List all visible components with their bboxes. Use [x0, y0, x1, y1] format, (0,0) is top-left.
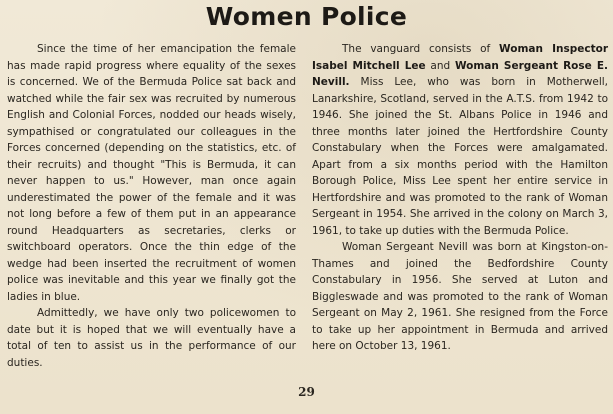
- vanguard-intro-text: The vanguard consists of: [342, 43, 500, 55]
- paragraph-two-policewomen: Admittedly, we have only two policewomen to date but it is hoped that we will eventually have a total of ten to assist us in the performance of our duties.: [7, 307, 296, 369]
- article-title: Women Police: [205, 2, 408, 31]
- vanguard-and-text: and: [425, 59, 455, 72]
- paragraph-nevill-biography: Woman Sergeant Nevill was born at Kingston-on-Thames and joined the Bedfordshire County Constabulary in 1956. She served at Luton and Biggleswade and was promoted to the rank of Woman Sergeant on May 2, 1961. She resigned from the Force to take up her appointment in Bermuda and arrived here on October 13, 1961.: [312, 241, 608, 352]
- sergeant-nevill-name: Woman Sergeant Rose E. Nevill.: [312, 59, 608, 88]
- lee-biography-text: Miss Lee, who was born in Motherwell, Lanarkshire, Scotland, served in the A.T.S. from 1942 to 1946. She joined the St. Albans Police in 1946 and three months later joined the Hertfordshire County Constabulary when the Forces were amalgamated. Apart from a six months period with the Hamilton Borough Police, Miss Lee spent her entire service in Hertfordshire and was promoted to the rank of Woman Sergeant in 1954. She arrived in the colony on March 3, 1961, to take up duties with the Bermuda Police.: [312, 76, 608, 237]
- inspector-lee-name: Woman Inspector Isabel Mitchell Lee: [312, 43, 609, 72]
- page-number: 29: [298, 385, 315, 399]
- left-column: [7, 41, 296, 371]
- paragraph-vanguard: [312, 41, 608, 239]
- right-column: [312, 41, 608, 355]
- paragraph-emancipation: Since the time of her emancipation the female has made rapid progress where equality of the sexes is concerned. We of the Bermuda Police sat back and watched while the fair sex was recruited by numerous English and Colonial Forces, nodded our heads wisely, sympathised or congratulated our colleagues in the Forces concerned (depending on the statistics, etc. of their recruits) and thought "This is Bermuda, it can never happen to us." However, man once again underestimated the power of the female and it was not long before a few of them put in an appearance round Headquarters as secretaries, clerks or switchboard operators. Once the thin edge of the wedge had been inserted the recruitment of women police was inevitable and this year we finally got the ladies in blue.: [7, 43, 296, 303]
